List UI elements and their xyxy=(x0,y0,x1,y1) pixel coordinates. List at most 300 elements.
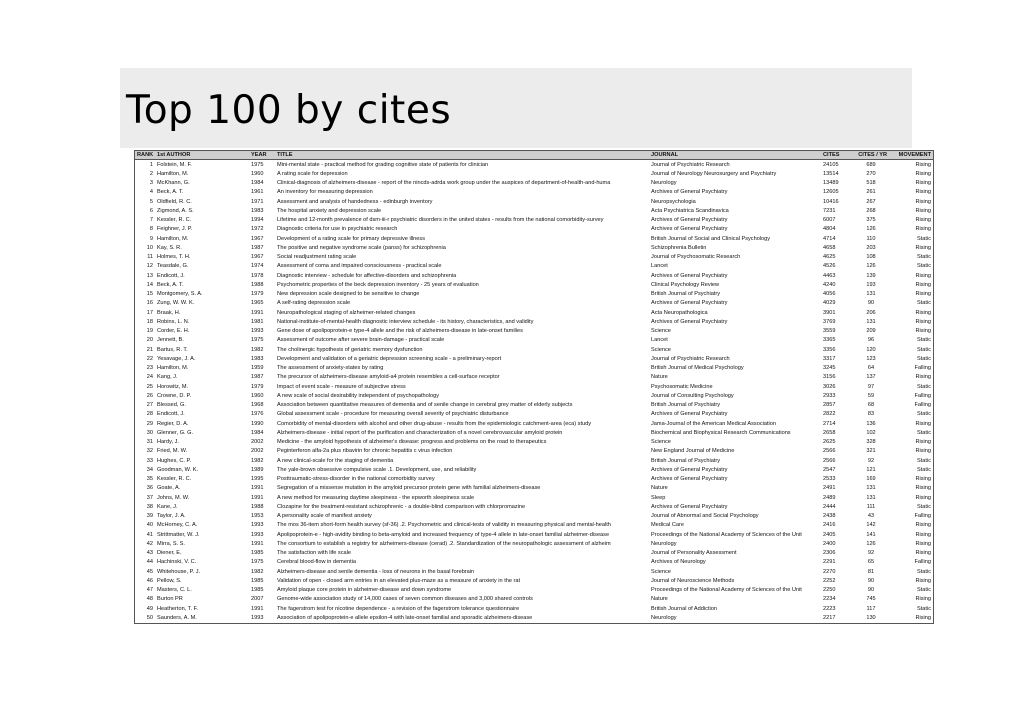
year-cell: 1983 xyxy=(251,207,264,214)
author-cell: Holmes, T. H. xyxy=(157,254,191,261)
cites-cell: 2444 xyxy=(823,503,836,510)
author-cell: Bartus, R. T. xyxy=(157,346,188,353)
cites-cell: 3901 xyxy=(823,309,836,316)
cites-cell: 4658 xyxy=(823,244,836,251)
movement-cell: Rising xyxy=(915,596,931,603)
author-cell: Goate, A. xyxy=(157,485,181,492)
table-body xyxy=(135,160,934,624)
table-row xyxy=(135,308,934,317)
movement-cell: Rising xyxy=(915,244,931,251)
cites-cell: 2252 xyxy=(823,577,836,584)
rank-cell: 42 xyxy=(146,540,153,547)
cites-cell: 3559 xyxy=(823,328,836,335)
title-cell: Validation of open - closed arm entries in an elevated plus-maze as a measure of anxiety in the rat xyxy=(277,577,521,584)
cites-per-year-cell: 102 xyxy=(866,429,876,436)
year-cell: 1991 xyxy=(251,309,264,316)
cites-per-year-cell: 92 xyxy=(867,550,875,557)
year-cell: 1982 xyxy=(251,346,264,353)
year-cell: 1982 xyxy=(251,457,264,464)
table-row xyxy=(135,225,934,234)
cites-per-year-cell: 81 xyxy=(867,568,875,575)
author-cell: Teasdale, G. xyxy=(157,263,189,270)
journal-cell: Archives of General Psychiatry xyxy=(651,411,728,418)
journal-cell: Nature xyxy=(651,374,668,381)
cites-per-year-cell: 321 xyxy=(866,448,876,455)
table-row xyxy=(135,179,934,188)
table-row xyxy=(135,438,934,447)
title-cell: Impact of event scale - measure of subjective stress xyxy=(277,383,406,390)
year-cell: 1991 xyxy=(251,494,264,501)
cites-per-year-cell: 126 xyxy=(866,226,876,233)
table-row xyxy=(135,493,934,502)
author-cell: Kessler, R. C. xyxy=(157,476,192,483)
movement-cell: Rising xyxy=(915,448,931,455)
cites-per-year-cell: 110 xyxy=(866,235,876,242)
movement-cell: Static xyxy=(917,355,931,362)
author-cell: Braak, H. xyxy=(157,309,181,316)
rank-cell: 28 xyxy=(146,411,153,418)
title-cell: A personality scale of manifest anxiety xyxy=(277,513,372,520)
cites-cell: 2306 xyxy=(823,550,836,557)
title-cell: Psychometric properties of the beck depression inventory - 25 years of evaluation xyxy=(277,281,479,288)
title-cell: The consortium to establish a registry for alzheimers-disease (cerad) .2. Standardization of the neuropathologic assessment of alzheim xyxy=(277,540,611,547)
movement-cell: Rising xyxy=(915,522,931,529)
cites-per-year-cell: 261 xyxy=(866,189,876,196)
movement-cell: Rising xyxy=(915,485,931,492)
movement-cell: Static xyxy=(917,466,931,473)
journal-cell: Journal of Consulting Psychology xyxy=(651,392,734,399)
rank-cell: 35 xyxy=(146,476,153,483)
cites-per-year-cell: 137 xyxy=(866,374,876,381)
title-cell: The positive and negative syndrome scale (panss) for schizophrenia xyxy=(277,244,446,251)
year-cell: 1984 xyxy=(251,180,264,187)
cites-cell: 2547 xyxy=(823,466,836,473)
title-cell: Amyloid plaque core protein in alzheimer-disease and down syndrome xyxy=(277,587,452,594)
rank-cell: 7 xyxy=(149,217,153,224)
author-cell: Heatherton, T. F. xyxy=(157,605,198,612)
cites-per-year-cell: 90 xyxy=(867,300,875,307)
author-cell: Hardy, J. xyxy=(157,439,179,446)
rank-cell: 3 xyxy=(149,180,153,187)
cites-cell: 2291 xyxy=(823,559,836,566)
header-journal: JOURNAL xyxy=(649,151,821,160)
table-row xyxy=(135,364,934,373)
cites-per-year-cell: 139 xyxy=(866,272,876,279)
cites-cell: 2438 xyxy=(823,513,836,520)
movement-cell: Rising xyxy=(915,550,931,557)
title-cell: Cerebral blood-flow in dementia xyxy=(277,559,356,566)
cites-cell: 4526 xyxy=(823,263,836,270)
rank-cell: 40 xyxy=(146,522,153,529)
rank-cell: 26 xyxy=(146,392,153,399)
author-cell: Endicott, J. xyxy=(157,411,185,418)
movement-cell: Falling xyxy=(914,402,931,409)
movement-cell: Static xyxy=(917,503,931,510)
title-cell: Peginterferon alfa-2a plus ribavirin for chronic hepatitis c virus infection xyxy=(277,448,453,455)
title-cell: A rating scale for depression xyxy=(277,170,348,177)
table-row xyxy=(135,188,934,197)
rank-cell: 19 xyxy=(146,328,153,335)
rank-cell: 14 xyxy=(146,281,153,288)
title-cell: Clinical-diagnosis of alzheimers-disease - report of the nincds-adrda work group under the auspices of department-of-health-and-huma xyxy=(277,180,611,187)
header-rank: RANK xyxy=(135,151,156,160)
journal-cell: Neurology xyxy=(651,615,677,622)
author-cell: Masters, C. L. xyxy=(157,587,192,594)
author-cell: Zung, W. W. K. xyxy=(157,300,195,307)
title-cell: Gene dose of apolipoprotein-e type-4 allele and the risk of alzheimers-disease in late-onset families xyxy=(277,328,523,335)
cites-cell: 13514 xyxy=(823,170,839,177)
title-cell: The yale-brown obsessive compulsive scale .1. Development, use, and reliability xyxy=(277,466,477,473)
rank-cell: 33 xyxy=(146,457,153,464)
rank-cell: 21 xyxy=(146,346,153,353)
rank-cell: 2 xyxy=(149,170,153,177)
table-row xyxy=(135,401,934,410)
title-cell: The fagerstrom test for nicotine dependence - a revision of the fagerstrom tolerance questionnaire xyxy=(277,605,520,612)
journal-cell: Lancet xyxy=(651,263,668,270)
author-cell: Mirra, S. S. xyxy=(157,540,185,547)
cites-per-year-cell: 123 xyxy=(866,355,876,362)
movement-cell: Rising xyxy=(915,291,931,298)
cites-per-year-cell: 267 xyxy=(866,198,876,205)
movement-cell: Static xyxy=(917,263,931,270)
rank-cell: 11 xyxy=(147,254,153,261)
movement-cell: Falling xyxy=(914,392,931,399)
year-cell: 1961 xyxy=(251,189,264,196)
title-cell: The satisfaction with life scale xyxy=(277,550,351,557)
author-cell: Corder, E. H. xyxy=(157,328,190,335)
journal-cell: Journal of Psychosomatic Research xyxy=(651,254,741,261)
year-cell: 1981 xyxy=(251,318,264,325)
movement-cell: Static xyxy=(917,300,931,307)
journal-cell: Science xyxy=(651,346,671,353)
author-cell: Whitehouse, P. J. xyxy=(157,568,201,575)
year-cell: 1975 xyxy=(251,337,264,344)
table-row xyxy=(135,456,934,465)
movement-cell: Rising xyxy=(915,207,931,214)
journal-cell: Journal of Personality Assessment xyxy=(651,550,737,557)
movement-cell: Static xyxy=(917,605,931,612)
author-cell: Beck, A. T. xyxy=(157,281,184,288)
cites-per-year-cell: 130 xyxy=(866,615,876,622)
movement-cell: Static xyxy=(917,457,931,464)
author-cell: Kessler, R. C. xyxy=(157,217,192,224)
movement-cell: Static xyxy=(917,235,931,242)
rank-cell: 29 xyxy=(146,420,153,427)
cites-cell: 6007 xyxy=(823,217,836,224)
rank-cell: 9 xyxy=(149,235,153,242)
movement-cell: Rising xyxy=(915,328,931,335)
title-cell: Apolipoprotein-e - high-avidity binding to beta-amyloid and increased frequency of type-4 allele in late-onset familial alzheimer-disease xyxy=(277,531,610,538)
author-cell: Kang, J. xyxy=(157,374,178,381)
year-cell: 1995 xyxy=(251,476,264,483)
author-cell: Johns, M. W. xyxy=(157,494,190,501)
title-cell: The hospital anxiety and depression scale xyxy=(277,207,382,214)
table-row xyxy=(135,327,934,336)
header-author: 1st AUTHOR xyxy=(155,151,249,160)
movement-cell: Static xyxy=(917,337,931,344)
table-row xyxy=(135,169,934,178)
cites-per-year-cell: 97 xyxy=(867,383,875,390)
movement-cell: Static xyxy=(917,346,931,353)
cites-per-year-cell: 203 xyxy=(866,244,876,251)
cites-cell: 4056 xyxy=(823,291,836,298)
rank-cell: 46 xyxy=(146,577,153,584)
journal-cell: Archives of General Psychiatry xyxy=(651,189,728,196)
year-cell: 1987 xyxy=(251,244,264,251)
cites-per-year-cell: 59 xyxy=(867,392,875,399)
cites-per-year-cell: 121 xyxy=(866,466,876,473)
journal-cell: British Journal of Social and Clinical Psychology xyxy=(651,235,771,242)
year-cell: 1994 xyxy=(251,217,264,224)
cites-per-year-cell: 142 xyxy=(866,522,876,529)
movement-cell: Rising xyxy=(915,531,931,538)
title-cell: Alzheimers-disease - initial report of the purification and characterization of a novel cerebrovascular amyloid protein xyxy=(277,429,563,436)
cites-cell: 2234 xyxy=(823,596,836,603)
table-row xyxy=(135,567,934,576)
year-cell: 1993 xyxy=(251,615,264,622)
author-cell: McKhann, G. xyxy=(157,180,190,187)
table-row xyxy=(135,512,934,521)
movement-cell: Rising xyxy=(915,615,931,622)
cites-cell: 4804 xyxy=(823,226,836,233)
cites-cell: 2822 xyxy=(823,411,836,418)
title-cell: Lifetime and 12-month prevalence of dsm-iii-r psychiatric disorders in the united states - results from the national comorbidity-survey xyxy=(277,217,604,224)
cites-cell: 3317 xyxy=(823,355,836,362)
rank-cell: 45 xyxy=(146,568,153,575)
movement-cell: Static xyxy=(917,254,931,261)
cites-cell: 10416 xyxy=(823,198,839,205)
rank-cell: 48 xyxy=(146,596,153,603)
header-cites-per-year: CITES / YR xyxy=(853,151,889,160)
year-cell: 1993 xyxy=(251,328,264,335)
year-cell: 2002 xyxy=(251,448,264,455)
year-cell: 1993 xyxy=(251,531,264,538)
cites-per-year-cell: 126 xyxy=(866,263,876,270)
year-cell: 1972 xyxy=(251,226,264,233)
cites-per-year-cell: 83 xyxy=(867,411,875,418)
year-cell: 1989 xyxy=(251,466,264,473)
author-cell: Blessed, G. xyxy=(157,402,186,409)
movement-cell: Static xyxy=(917,568,931,575)
rank-cell: 22 xyxy=(146,355,153,362)
table-row xyxy=(135,382,934,391)
table-row xyxy=(135,354,934,363)
journal-cell: Archives of General Psychiatry xyxy=(651,272,728,279)
rank-cell: 15 xyxy=(146,291,153,298)
title-cell: The mos 36-item short-form health survey (sf-36) .2. Psychometric and clinical-tests of validity in measuring physical and mental-health xyxy=(277,522,611,529)
cites-cell: 2217 xyxy=(823,615,836,622)
author-cell: Taylor, J. A. xyxy=(157,513,186,520)
cites-cell: 24105 xyxy=(823,161,839,168)
title-cell: Comorbidity of mental-disorders with alcohol and other drug-abuse - results from the epidemiologic catchment-area (eca) study xyxy=(277,420,592,427)
movement-cell: Rising xyxy=(915,540,931,547)
rank-cell: 44 xyxy=(146,559,153,566)
cites-per-year-cell: 136 xyxy=(866,420,876,427)
journal-cell: Journal of Neuroscience Methods xyxy=(651,577,735,584)
rank-cell: 13 xyxy=(146,272,153,279)
movement-cell: Rising xyxy=(915,161,931,168)
cites-per-year-cell: 108 xyxy=(866,254,876,261)
table-row xyxy=(135,484,934,493)
journal-cell: Lancet xyxy=(651,337,668,344)
author-cell: Endicott, J. xyxy=(157,272,185,279)
author-cell: Robins, L. N. xyxy=(157,318,190,325)
rank-cell: 10 xyxy=(146,244,153,251)
cites-cell: 2400 xyxy=(823,540,836,547)
journal-cell: Archives of General Psychiatry xyxy=(651,300,728,307)
title-cell: Association of apolipoprotein-e allele epsilon-4 with late-onset familial and sporadic alzheimers-disease xyxy=(277,615,533,622)
movement-cell: Static xyxy=(917,383,931,390)
author-cell: Zigmond, A. S. xyxy=(157,207,194,214)
year-cell: 1967 xyxy=(251,235,264,242)
movement-cell: Rising xyxy=(915,309,931,316)
author-cell: Beck, A. T. xyxy=(157,189,184,196)
table-row xyxy=(135,271,934,280)
author-cell: Glenner, G. G. xyxy=(157,429,194,436)
cites-per-year-cell: 270 xyxy=(866,170,876,177)
author-cell: Crowne, D. P. xyxy=(157,392,192,399)
journal-cell: Journal of Neurology Neurosurgery and Psychiatry xyxy=(651,170,777,177)
author-cell: Horowitz, M. xyxy=(157,383,189,390)
cites-per-year-cell: 689 xyxy=(866,161,876,168)
year-cell: 1984 xyxy=(251,429,264,436)
journal-cell: Journal of Psychiatric Research xyxy=(651,355,730,362)
table-row xyxy=(135,558,934,567)
author-cell: Hachinski, V. C. xyxy=(157,559,197,566)
cites-per-year-cell: 90 xyxy=(867,587,875,594)
cites-cell: 4463 xyxy=(823,272,836,279)
table-row xyxy=(135,613,934,623)
movement-cell: Static xyxy=(917,411,931,418)
author-cell: Kay, S. R. xyxy=(157,244,182,251)
title-cell: New depression scale designed to be sensitive to change xyxy=(277,291,420,298)
cites-cell: 2933 xyxy=(823,392,836,399)
journal-cell: Journal of Psychiatric Research xyxy=(651,161,730,168)
author-cell: Goodman, W. K. xyxy=(157,466,199,473)
journal-cell: Medical Care xyxy=(651,522,684,529)
movement-cell: Rising xyxy=(915,281,931,288)
year-cell: 1968 xyxy=(251,402,264,409)
journal-cell: British Journal of Psychiatry xyxy=(651,291,721,298)
cites-cell: 4625 xyxy=(823,254,836,261)
table-row xyxy=(135,410,934,419)
rank-cell: 31 xyxy=(146,439,153,446)
author-cell: Jennett, B. xyxy=(157,337,184,344)
movement-cell: Falling xyxy=(914,365,931,372)
title-cell: Social readjustment rating scale xyxy=(277,254,357,261)
year-cell: 1975 xyxy=(251,161,264,168)
movement-cell: Rising xyxy=(915,476,931,483)
cites-cell: 3769 xyxy=(823,318,836,325)
journal-cell: Journal of Abnormal and Social Psychology xyxy=(651,513,759,520)
table-row xyxy=(135,475,934,484)
title-cell: Diagnostic interview - schedule for affective-disorders and schizophrenia xyxy=(277,272,457,279)
title-cell: Mini-mental state - practical method for grading cognitive state of patients for clinician xyxy=(277,161,489,168)
cites-per-year-cell: 126 xyxy=(866,540,876,547)
year-cell: 1985 xyxy=(251,550,264,557)
table-row xyxy=(135,280,934,289)
title-cell: Association between quantitative measures of dementia and of senile change in cerebral grey matter of elderly subjects xyxy=(277,402,573,409)
cites-per-year-cell: 375 xyxy=(866,217,876,224)
cites-cell: 2250 xyxy=(823,587,836,594)
author-cell: Hamilton, M. xyxy=(157,235,189,242)
cites-cell: 2489 xyxy=(823,494,836,501)
title-cell: Medicine - the amyloid hypothesis of alzheimer's disease: progress and problems on the road to therapeutics xyxy=(277,439,547,446)
cites-cell: 13489 xyxy=(823,180,839,187)
journal-cell: Nature xyxy=(651,485,668,492)
journal-cell: Proceedings of the National Academy of Sciences of the Unit xyxy=(651,587,802,594)
table-row xyxy=(135,234,934,243)
cites-per-year-cell: 120 xyxy=(866,346,876,353)
cites-cell: 2658 xyxy=(823,429,836,436)
table-row xyxy=(135,595,934,604)
year-cell: 1979 xyxy=(251,383,264,390)
title-cell: Assessment of coma and impaired consciousness - practical scale xyxy=(277,263,442,270)
journal-cell: Archives of General Psychiatry xyxy=(651,217,728,224)
rank-cell: 25 xyxy=(146,383,153,390)
cites-cell: 3245 xyxy=(823,365,836,372)
author-cell: Hamilton, M. xyxy=(157,365,189,372)
journal-cell: Science xyxy=(651,439,671,446)
rank-cell: 27 xyxy=(146,402,153,409)
rank-cell: 18 xyxy=(146,318,153,325)
year-cell: 1991 xyxy=(251,540,264,547)
cites-cell: 3365 xyxy=(823,337,836,344)
rank-cell: 16 xyxy=(146,300,153,307)
author-cell: Yesavage, J. A. xyxy=(157,355,196,362)
cites-per-year-cell: 131 xyxy=(866,485,876,492)
year-cell: 1985 xyxy=(251,587,264,594)
title-cell: An inventory for measuring depression xyxy=(277,189,373,196)
journal-cell: Sleep xyxy=(651,494,666,501)
rank-cell: 41 xyxy=(146,531,153,538)
table-row xyxy=(135,197,934,206)
movement-cell: Rising xyxy=(915,439,931,446)
journal-cell: Neuropsychologia xyxy=(651,198,696,205)
journal-cell: Acta Psychiatrica Scandinavica xyxy=(651,207,729,214)
rank-cell: 30 xyxy=(146,429,153,436)
table-row xyxy=(135,586,934,595)
year-cell: 1982 xyxy=(251,568,264,575)
movement-cell: Rising xyxy=(915,374,931,381)
journal-cell: Psychosomatic Medicine xyxy=(651,383,713,390)
journal-cell: Archives of General Psychiatry xyxy=(651,226,728,233)
year-cell: 1953 xyxy=(251,513,264,520)
rank-cell: 4 xyxy=(149,189,153,196)
table-header-row xyxy=(135,151,934,160)
cites-cell: 3356 xyxy=(823,346,836,353)
table-row xyxy=(135,447,934,456)
rank-cell: 49 xyxy=(146,605,153,612)
movement-cell: Rising xyxy=(915,494,931,501)
journal-cell: Clinical Psychology Review xyxy=(651,281,720,288)
rank-cell: 1 xyxy=(149,161,153,168)
journal-cell: Archives of General Psychiatry xyxy=(651,503,728,510)
title-cell: Assessment of outcome after severe brain-damage - practical scale xyxy=(277,337,445,344)
movement-cell: Falling xyxy=(914,559,931,566)
year-cell: 1975 xyxy=(251,559,264,566)
author-cell: Oldfield, R. C. xyxy=(157,198,192,205)
author-cell: Burton PR xyxy=(157,596,183,603)
rank-cell: 24 xyxy=(146,374,153,381)
title-cell: The cholinergic hypothesis of geriatric memory dysfunction xyxy=(277,346,423,353)
table-row xyxy=(135,539,934,548)
cites-per-year-cell: 193 xyxy=(866,281,876,288)
cites-cell: 2533 xyxy=(823,476,836,483)
journal-cell: Schizophrenia Bulletin xyxy=(651,244,707,251)
cites-per-year-cell: 64 xyxy=(867,365,875,372)
cites-per-year-cell: 117 xyxy=(866,605,876,612)
